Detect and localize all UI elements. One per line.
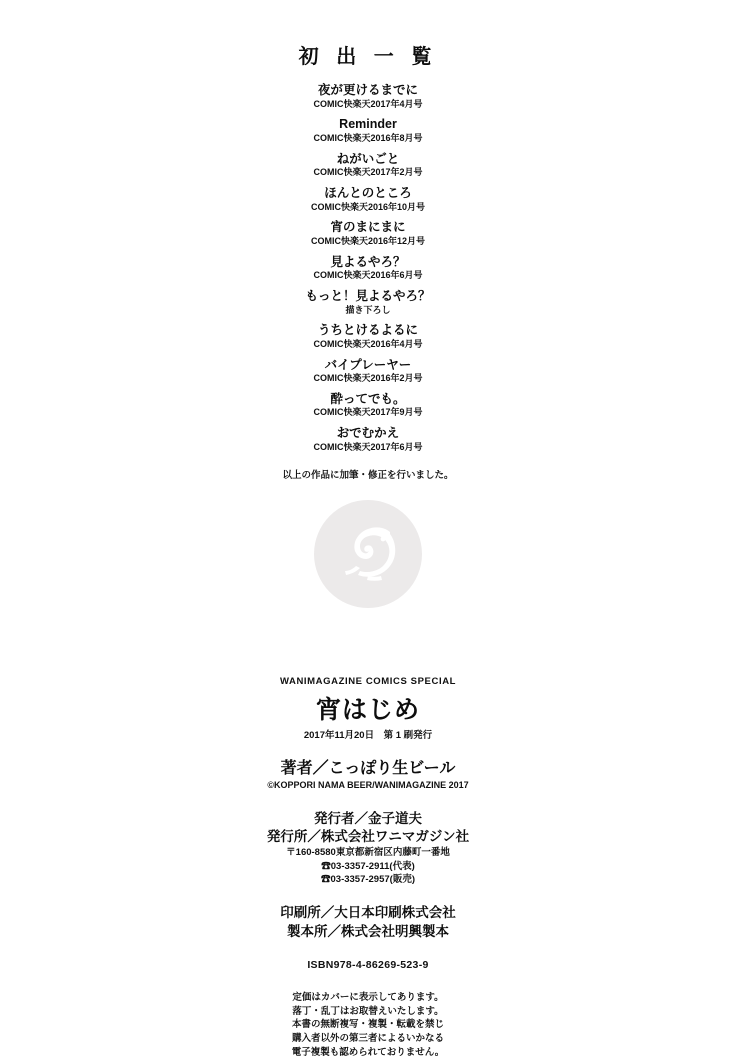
credit-source: COMIC快楽天2016年6月号 [313, 270, 423, 281]
list-item [0, 83, 736, 110]
credit-source: COMIC快楽天2017年9月号 [313, 407, 423, 418]
credit-source: COMIC快楽天2016年12月号 [310, 235, 426, 246]
credit-source: COMIC快楽天2017年2月号 [313, 167, 423, 178]
credit-title: 宵のまにまに [330, 220, 406, 235]
credit-source: COMIC快楽天2016年8月号 [313, 132, 423, 143]
credit-title: バイプレーヤー [324, 357, 412, 372]
credit-source: COMIC快楽天2016年10月号 [310, 201, 426, 212]
publisher-logo-wrap [0, 500, 736, 608]
credit-title: 見よるやろ？ [330, 254, 406, 269]
credit-title: Reminder [339, 117, 397, 132]
first-appearance-section [0, 40, 736, 481]
notice-line: 定価はカバーに表示してあります。 [292, 991, 444, 1003]
book-title: 宵はじめ [315, 696, 420, 724]
credit-source: COMIC快楽天2016年2月号 [313, 373, 423, 384]
credit-title: うちとけるよるに [317, 323, 418, 338]
credit-source: COMIC快楽天2017年6月号 [313, 441, 423, 452]
list-item [0, 152, 736, 179]
isbn-number: ISBN978-4-86269-523-9 [307, 958, 429, 971]
imprint-series: WANIMAGAZINE COMICS SPECIAL [279, 676, 457, 687]
telephone-main: ☎03-3357-2911(代表) [321, 860, 415, 872]
list-item [0, 255, 736, 282]
telephone-sales: ☎03-3357-2957(販売) [321, 874, 415, 886]
publisher-company: 発行所／株式会社ワニマガジン社 [266, 829, 470, 845]
list-item [0, 220, 736, 247]
list-item [0, 392, 736, 419]
copyright-line: ©KOPPORI NAMA BEER/WANIMAGAZINE 2017 [267, 780, 469, 790]
notice-line: 本書の無断複写・複製・転載を禁じ [291, 1019, 444, 1031]
credit-title: 酔ってでも。 [330, 391, 406, 406]
binder-line: 製本所／株式会社明興製本 [287, 923, 449, 939]
list-item [0, 289, 736, 316]
credit-title: おでむかえ [336, 426, 400, 441]
credit-title: もっと！見よるやろ？ [305, 288, 431, 303]
publisher-person: 発行者／金子道夫 [314, 811, 422, 826]
list-item [0, 358, 736, 385]
list-item [0, 186, 736, 213]
revision-note: 以上の作品に加筆・修正を行いました。 [282, 470, 454, 482]
list-item [0, 426, 736, 453]
credit-title: ねがいごと [336, 151, 400, 166]
author-line: 著者／こっぽり生ビール [280, 760, 456, 777]
legal-notice [0, 991, 736, 1060]
credit-title: 夜が更けるまでに [317, 83, 418, 97]
credit-list [0, 83, 736, 453]
imprint-section [0, 676, 736, 1060]
notice-line: 落丁・乱丁はお取替えいたします。 [292, 1005, 444, 1017]
printer-line: 印刷所／大日本印刷株式会社 [280, 905, 456, 921]
credit-source: 描き下ろし [345, 304, 391, 315]
publication-date: 2017年11月20日 第 1 刷発行 [303, 730, 433, 741]
list-item [0, 323, 736, 350]
credit-source: COMIC快楽天2016年4月号 [313, 338, 423, 349]
wanimagazine-dragon-logo-icon [314, 500, 422, 608]
notice-line: 電子複製も認められておりません。 [291, 1046, 445, 1058]
list-item [0, 117, 736, 144]
notice-line: 購入者以外の第三者によるいかなる [291, 1033, 444, 1045]
credit-source: COMIC快楽天2017年4月号 [313, 98, 423, 109]
credit-title: ほんとのところ [324, 185, 412, 200]
publisher-address: 〒160-8580東京都新宿区内藤町一番地 [286, 847, 450, 859]
section-title: 初 出 一 覧 [298, 46, 438, 68]
